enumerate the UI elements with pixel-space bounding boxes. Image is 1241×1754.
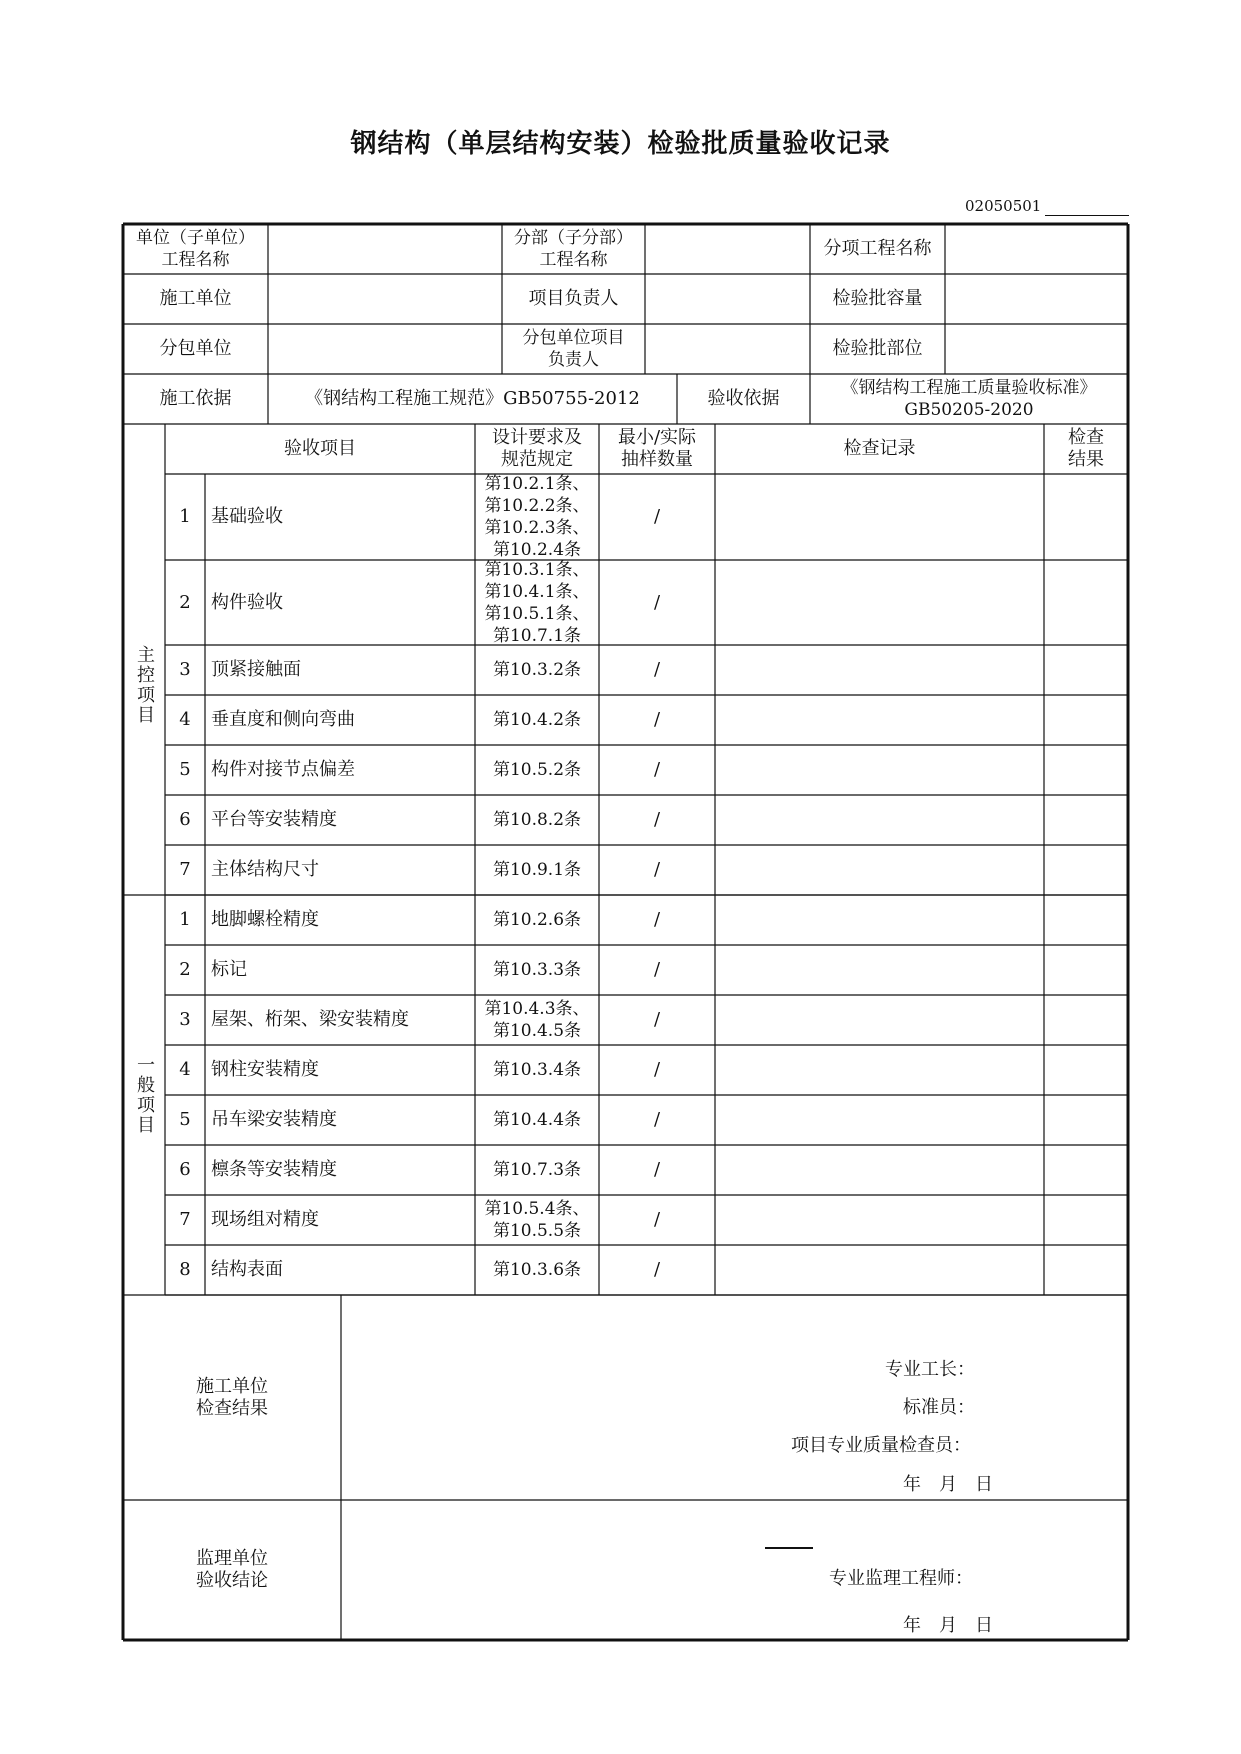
item-number: 4: [179, 709, 191, 730]
item-result: [1044, 845, 1128, 895]
item-record: [715, 1145, 1044, 1195]
contractor-label: 施工单位: [159, 288, 232, 309]
subcontractor-label: 分包单位: [159, 338, 232, 359]
item-result: [1044, 795, 1128, 845]
supervisor-engineer-signature-label: 专业监理工程师：: [829, 1568, 973, 1589]
item-record: [715, 995, 1044, 1045]
item-clause: 第10.4.3条、 第10.4.5条: [484, 999, 590, 1041]
item-name: 钢柱安装精度: [211, 1059, 319, 1080]
item-name: 标记: [211, 959, 247, 980]
item-clause: 第10.8.2条: [492, 810, 582, 830]
item-name: 垂直度和侧向弯曲: [211, 709, 355, 730]
item-result: [1044, 695, 1128, 745]
item-clause: 第10.2.1条、 第10.2.2条、 第10.2.3条、 第10.2.4条: [484, 474, 590, 560]
batch-location-label: 检验批部位: [832, 338, 923, 359]
division-name-label: 分部（子分部） 工程名称: [514, 228, 633, 270]
item-name: 结构表面: [211, 1259, 283, 1280]
item-sample: /: [653, 759, 661, 780]
item-sample: /: [653, 909, 661, 930]
main-control-items-label: 主控项目: [134, 644, 155, 725]
item-sample: /: [653, 1059, 661, 1080]
item-clause: 第10.2.6条: [492, 910, 582, 930]
item-clause: 第10.4.4条: [492, 1110, 582, 1130]
item-number: 8: [179, 1259, 191, 1280]
item-number: 5: [179, 1109, 191, 1130]
item-clause: 第10.5.4条、 第10.5.5条: [484, 1199, 590, 1241]
item-sample: /: [653, 959, 661, 980]
batch-location-value: [945, 324, 1128, 374]
construction-basis-value: 《钢结构工程施工规范》GB50755-2012: [305, 388, 640, 409]
item-number: 1: [179, 909, 191, 930]
item-number: 3: [179, 659, 191, 680]
item-name: 平台等安装精度: [211, 809, 337, 830]
sub-project-manager-label: 分包单位项目 负责人: [522, 328, 625, 370]
item-name: 檩条等安装精度: [211, 1159, 337, 1180]
subcontractor-value: [268, 324, 502, 374]
item-clause: 第10.4.2条: [492, 710, 582, 730]
item-number: 7: [179, 1209, 191, 1230]
column-header-design: 设计要求及 规范规定: [492, 427, 582, 470]
item-record: [715, 795, 1044, 845]
item-number: 6: [179, 809, 191, 830]
item-sample: /: [653, 709, 661, 730]
column-header-item: 验收项目: [284, 438, 356, 459]
acceptance-basis-label: 验收依据: [707, 388, 780, 409]
item-sample: /: [653, 506, 661, 527]
supervisor-conclusion-label: 监理单位 验收结论: [196, 1548, 268, 1591]
item-number: 2: [179, 959, 191, 980]
contractor-check-result-label: 施工单位 检查结果: [196, 1375, 268, 1419]
column-header-sample: 最小/实际 抽样数量: [617, 427, 697, 470]
item-sample: /: [653, 1159, 661, 1180]
item-clause: 第10.3.6条: [492, 1260, 582, 1280]
item-clause: 第10.3.3条: [492, 960, 582, 980]
item-sample: /: [653, 1209, 661, 1230]
item-name: 现场组对精度: [211, 1209, 319, 1230]
item-number: 1: [179, 506, 191, 527]
contractor-date: 年 月 日: [903, 1474, 993, 1495]
item-record: [715, 745, 1044, 795]
item-number: 5: [179, 759, 191, 780]
foreman-signature-label: 专业工长：: [885, 1359, 975, 1380]
item-number: 4: [179, 1059, 191, 1080]
item-result: [1044, 474, 1128, 560]
item-number: 2: [179, 591, 191, 613]
item-clause: 第10.3.1条、 第10.4.1条、 第10.5.1条、 第10.7.1条: [484, 560, 590, 645]
item-result: [1044, 645, 1128, 695]
item-result: [1044, 745, 1128, 795]
item-record: [715, 560, 1044, 645]
item-record: [715, 1245, 1044, 1295]
column-header-record: 检查记录: [843, 438, 916, 459]
item-clause: 第10.3.2条: [492, 660, 582, 680]
item-number: 7: [179, 859, 191, 880]
item-name: 基础验收: [211, 506, 283, 527]
item-name: 构件验收: [211, 591, 283, 613]
project-manager-label: 项目负责人: [528, 288, 619, 309]
item-name: 构件对接节点偏差: [211, 759, 355, 780]
item-record: [715, 1195, 1044, 1245]
item-result: [1044, 1095, 1128, 1145]
construction-basis-label: 施工依据: [159, 388, 232, 409]
item-sample: /: [653, 1109, 661, 1130]
general-items-label: 一般项目: [134, 1055, 155, 1135]
unit-name-value: [268, 224, 502, 274]
acceptance-basis-value: 《钢结构工程施工质量验收标准》 GB50205-2020: [841, 378, 1097, 420]
item-sample: /: [653, 1259, 661, 1280]
item-result: [1044, 1145, 1128, 1195]
item-clause: 第10.9.1条: [492, 860, 582, 880]
standard-officer-signature-label: 标准员：: [903, 1397, 975, 1418]
page-title: 钢结构（单层结构安装）检验批质量验收记录: [350, 129, 891, 159]
item-name: 屋架、桁架、梁安装精度: [211, 1009, 409, 1030]
item-result: [1044, 895, 1128, 945]
item-name: 顶紧接触面: [211, 659, 301, 680]
item-result: [1044, 995, 1128, 1045]
item-record: [715, 945, 1044, 995]
item-number: 6: [179, 1159, 191, 1180]
division-name-value: [645, 224, 810, 274]
item-sample: /: [653, 809, 661, 830]
batch-capacity-label: 检验批容量: [832, 288, 923, 309]
item-record: [715, 474, 1044, 560]
item-sample: /: [653, 859, 661, 880]
item-sample: /: [653, 659, 661, 680]
subitem-name-value: [945, 224, 1128, 274]
item-clause: 第10.5.2条: [492, 760, 582, 780]
item-record: [715, 895, 1044, 945]
item-record: [715, 845, 1044, 895]
unit-name-label: 单位（子单位） 工程名称: [136, 228, 255, 270]
item-number: 3: [179, 1009, 191, 1030]
item-name: 地脚螺栓精度: [211, 909, 319, 930]
form-code: 02050501: [965, 197, 1042, 215]
item-result: [1044, 1195, 1128, 1245]
item-name: 吊车梁安装精度: [211, 1109, 337, 1130]
item-clause: 第10.7.3条: [492, 1160, 582, 1180]
column-header-result: 检查 结果: [1068, 427, 1104, 470]
item-record: [715, 645, 1044, 695]
item-result: [1044, 1045, 1128, 1095]
item-record: [715, 1045, 1044, 1095]
sub-project-manager-value: [645, 324, 810, 374]
item-sample: /: [653, 591, 661, 613]
project-manager-value: [645, 274, 810, 324]
item-result: [1044, 1245, 1128, 1295]
item-clause: 第10.3.4条: [492, 1060, 582, 1080]
item-result: [1044, 945, 1128, 995]
contractor-value: [268, 274, 502, 324]
qc-inspector-signature-label: 项目专业质量检查员：: [791, 1435, 971, 1456]
supervisor-date: 年 月 日: [903, 1615, 993, 1636]
item-name: 主体结构尺寸: [211, 859, 319, 880]
subitem-name-label: 分项工程名称: [823, 238, 932, 259]
batch-capacity-value: [945, 274, 1128, 324]
item-result: [1044, 560, 1128, 645]
item-record: [715, 1095, 1044, 1145]
item-sample: /: [653, 1009, 661, 1030]
item-record: [715, 695, 1044, 745]
